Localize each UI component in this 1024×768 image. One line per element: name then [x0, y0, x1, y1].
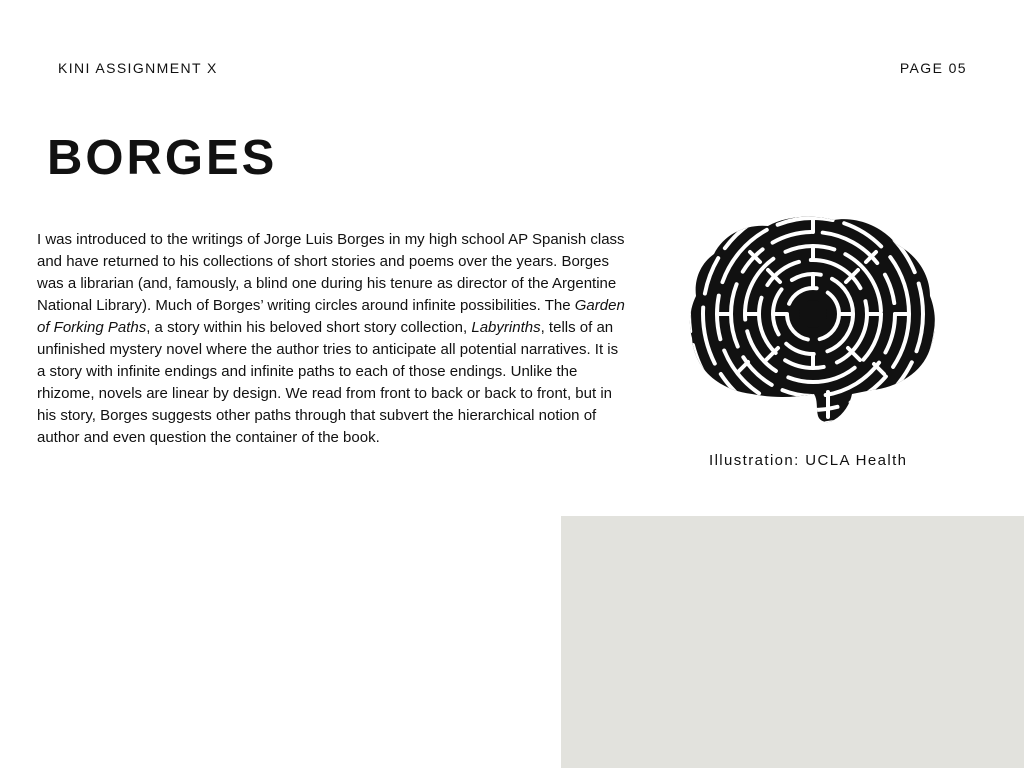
body-text-segment: I was introduced to the writings of Jorge Luis Borges in my high school AP Spanish class and have returned to his collections of short stories and poems over the years. Borges was a librarian (and, famously, a blind one during his tenure as director of the Argentine National Library). Much of Borges’ writing circles around infinite possibilities. The	[37, 231, 625, 314]
brain-maze-icon	[688, 212, 938, 424]
page-title: BORGES	[47, 131, 278, 185]
body-text-segment: , tells of an unfinished mystery novel where the author tries to anticipate all potential narratives. It is a story with infinite endings and infinite paths to each of those endings. Unlike the rhizome, novels are linear by design. We read from front to back or back to front, but in his story, Borges suggests other paths through that subvert the hierarchical notion of author and even question the container of the book.	[37, 319, 619, 446]
body-paragraph	[37, 229, 627, 449]
book-title-labyrinths: Labyrinths	[471, 319, 541, 336]
assignment-label: KINI ASSIGNMENT X	[58, 60, 218, 76]
page-number: PAGE 05	[899, 60, 967, 76]
body-text-segment: , a story within his beloved short story collection,	[146, 319, 472, 336]
decorative-block	[561, 516, 1024, 768]
illustration-caption: Illustration: UCLA Health	[709, 452, 908, 469]
book-title-garden: Garden of Forking Paths	[37, 297, 625, 336]
